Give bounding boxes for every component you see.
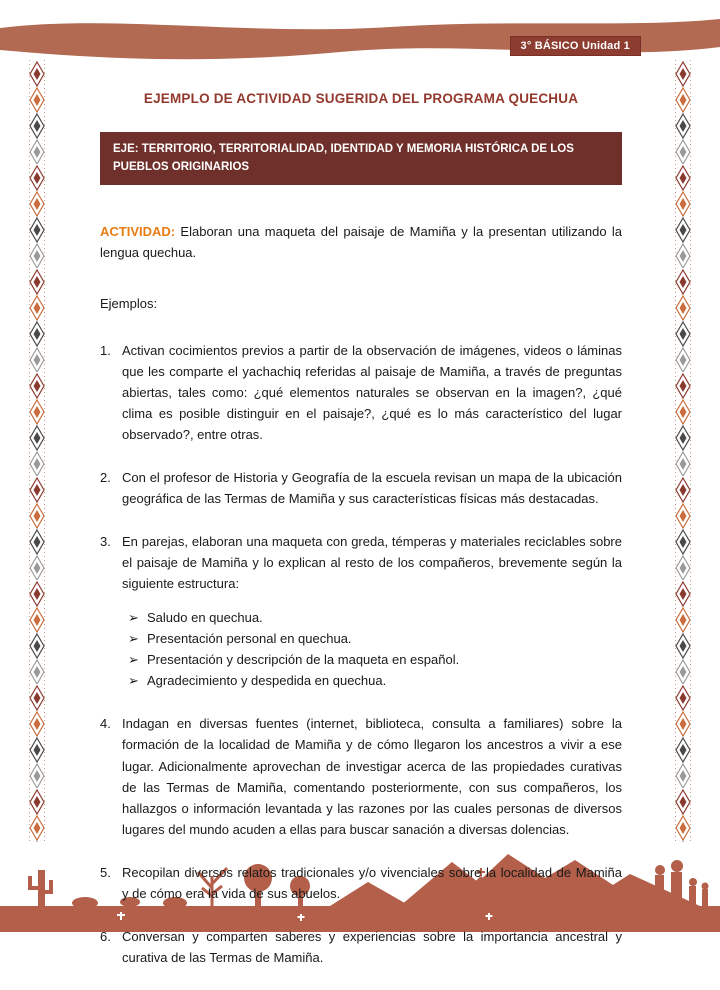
arrow-bullet-icon: ➢ [128,631,139,647]
actividad-text: Elaboran una maqueta del paisaje de Mamiña y la presentan utilizando la lengua quechua. [100,223,622,260]
sublist-item-text: Presentación y descripción de la maqueta en español. [147,652,460,668]
item-number: 3. [100,534,111,550]
sublist-item [128,628,622,649]
sublist-item-text: Presentación personal en quechua. [147,631,352,647]
document-body [100,84,622,990]
eje-banner: EJE: TERRITORIO, TERRITORIALIDAD, IDENTIDAD Y MEMORIA HISTÓRICA DE LOS PUEBLOS ORIGINARIOS [100,132,622,185]
sublist-item [128,670,622,691]
page-title: EJEMPLO DE ACTIVIDAD SUGERIDA DEL PROGRAMA QUECHUA [143,91,579,106]
item-text: Conversan y comparten saberes y experiencias sobre la importancia ancestral y curativa de las Termas de Mamiña. [122,928,622,965]
item-number: 1. [100,342,111,358]
sublist-item [128,649,622,670]
list-item [100,862,622,904]
item-text: En parejas, elaboran una maqueta con greda, témperas y materiales reciclables sobre el paisaje de Mamiña y lo explican al resto de los compañeros, brevemente según la siguiente estructura: [122,534,622,592]
list-item [100,713,622,839]
list-item [100,531,622,691]
item-number: 5. [100,864,111,880]
andean-pattern-border-left [29,60,45,842]
sublist-item-text: Saludo en quechua. [147,610,263,626]
unit-badge: 3° BÁSICO Unidad 1 [511,37,640,55]
item-text: Recopilan diversos relatos tradicionales y/o vivenciales sobre la localidad de Mamiña y de cómo era la vida de sus abuelos. [122,864,622,901]
item-text: Indagan en diversas fuentes (internet, biblioteca, consulta a familiares) sobre la formación de la localidad de Mamiña y de cómo llegaron los ancestros a vivir a ese lugar. Adicionalmente aprovechan de investigar acerca de las propiedades curativas de las Termas de Mamiña, comentando posteriormente, con sus compañeros, los hallazgos o información levantada y las razones por las cuales personas de diversos lugares del mundo acuden a ellas para buscar sanación a diversas dolencias. [122,716,622,837]
top-wave-decoration [0,0,720,72]
sublist-item-text: Agradecimiento y despedida en quechua. [147,673,387,689]
sublist-item [128,607,622,628]
arrow-bullet-icon: ➢ [128,652,139,668]
actividad-paragraph [100,221,622,263]
list-item [100,926,622,968]
item-text: Activan cocimientos previos a partir de la observación de imágenes, videos o láminas que les comparte el yachachiq referidas al paisaje de Mamiña, a través de preguntas abiertas, tales como: ¿qué elementos naturales se observan en la imagen?, ¿qué clima es posible distinguir en el paisaje?, ¿qué es lo más característico del lugar observado?, entre otras. [122,342,622,442]
actividad-label: ACTIVIDAD: [100,223,176,239]
andean-pattern-border-right [675,60,691,842]
item-number: 4. [100,716,111,732]
item-number: 6. [100,928,111,944]
structure-sublist [128,607,622,691]
list-item [100,467,622,509]
item-text: Con el profesor de Historia y Geografía de la escuela revisan un mapa de la ubicación geográfica de las Termas de Mamiña y sus características físicas más destacadas. [122,470,622,507]
list-item [100,340,622,445]
ejemplos-label: Ejemplos: [100,295,158,311]
item-number: 2. [100,470,111,486]
arrow-bullet-icon: ➢ [128,610,139,626]
arrow-bullet-icon: ➢ [128,673,139,689]
